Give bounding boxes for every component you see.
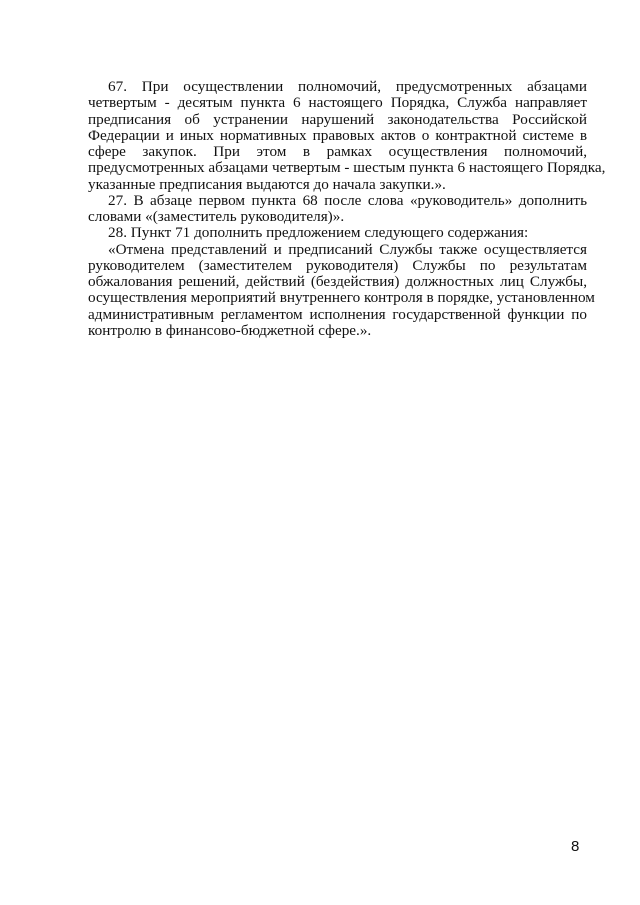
text-line: указанные предписания выдаются до начала закупки.».	[88, 175, 446, 193]
text-line: 27. В абзаце первом пункта 68 после слова «руководитель» дополнить	[108, 191, 587, 209]
page-number: 8	[571, 838, 580, 855]
text-line: руководителем (заместителем руководителя) Службы по результатам	[88, 256, 587, 274]
document-body	[88, 78, 606, 339]
paragraph-67	[88, 78, 606, 193]
paragraph-quote	[88, 240, 595, 340]
text-line: «Отмена представлений и предписаний Службы также осуществляется	[108, 240, 587, 258]
text-line: словами «(заместитель руководителя)».	[88, 208, 345, 225]
text-line: 28. Пункт 71 дополнить предложением следующего содержания:	[108, 224, 529, 242]
paragraph-28	[88, 225, 587, 241]
text-line: предписания об устранении нарушений законодательства Российской	[88, 110, 587, 128]
paragraph-27	[88, 193, 587, 226]
text-line: административным регламентом исполнения государственной функции по	[88, 305, 587, 323]
text-line: осуществления мероприятий внутреннего контроля в порядке, установленном	[88, 289, 595, 307]
text-line: четвертым - десятым пункта 6 настоящего Порядка, Служба направляет	[88, 94, 587, 112]
text-line: предусмотренных абзацами четвертым - шестым пункта 6 настоящего Порядка,	[88, 159, 606, 177]
text-line: обжалования решений, действий (бездействия) должностных лиц Службы,	[88, 273, 587, 290]
text-line: Федерации и иных нормативных правовых актов о контрактной системе в	[88, 126, 587, 144]
text-line: контролю в финансово-бюджетной сфере.».	[88, 321, 372, 339]
text-line: сфере закупок. При этом в рамках осуществления полномочий,	[88, 143, 587, 160]
text-line: 67. При осуществлении полномочий, предусмотренных абзацами	[108, 78, 587, 95]
